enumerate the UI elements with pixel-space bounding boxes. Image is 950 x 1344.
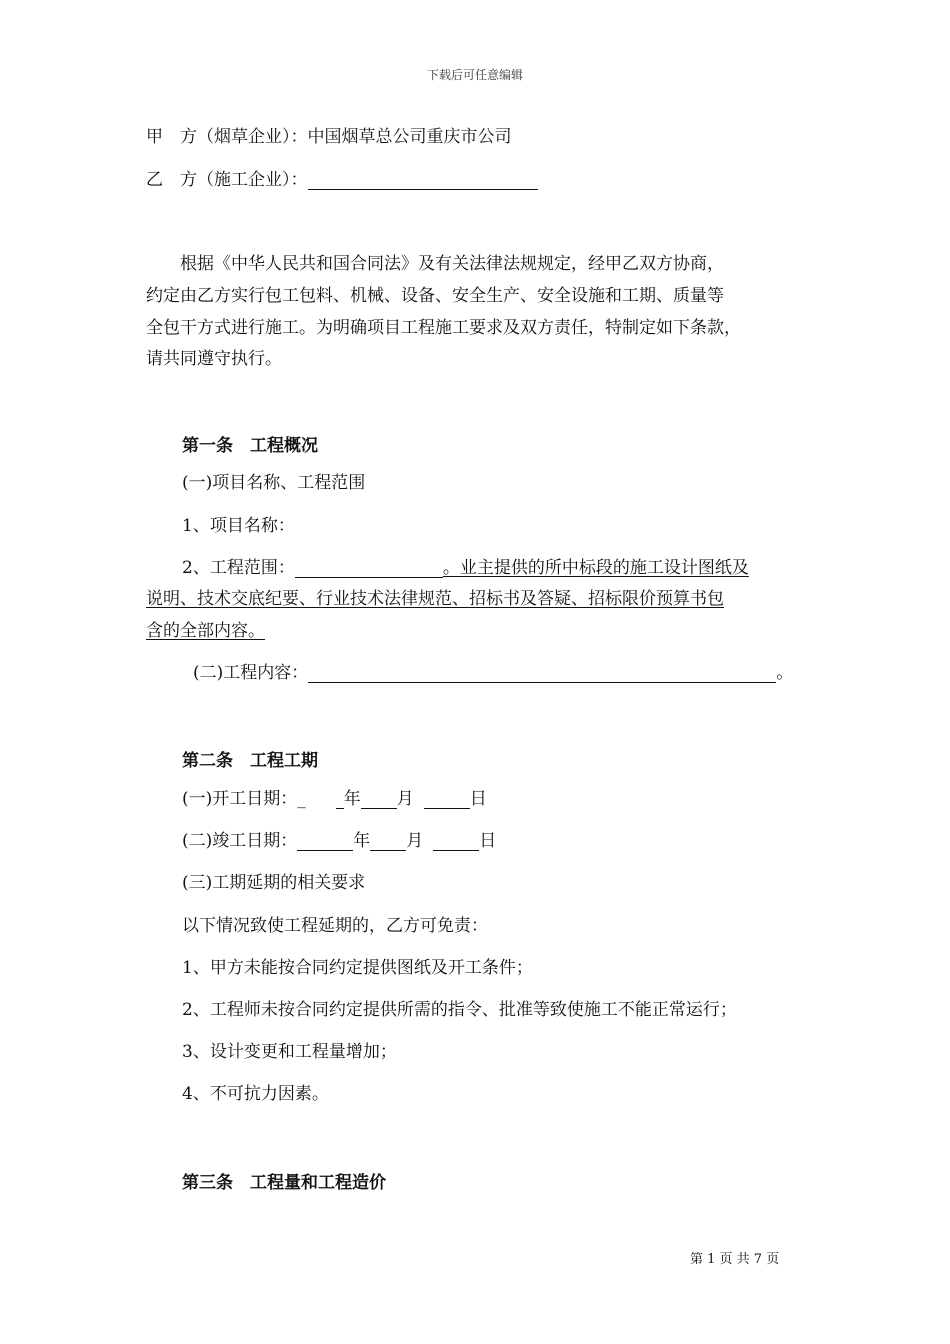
end-year-blank[interactable] [297,832,353,851]
scope-text-3: 含的全部内容。 [146,621,265,641]
article-1-title: 第一条 工程概况 [182,436,318,456]
end-day-unit: 日 [479,831,497,851]
start-month-blank[interactable] [361,790,397,809]
start-date-label: (一)开工日期： [182,789,298,809]
article-3-title: 第三条 工程量和工程造价 [182,1173,386,1193]
start-day-blank[interactable] [424,790,470,809]
party-a-value: 中国烟草总公司重庆市公司 [307,127,512,147]
delay-item-4: 4、不可抗力因素。 [182,1084,329,1104]
article-1-sub-2 [193,663,793,683]
scope-blank[interactable] [295,559,443,578]
party-b-label: 乙 方（施工企业）： [146,170,308,190]
article-2-title: 第二条 工程工期 [182,751,318,771]
end-month-blank[interactable] [370,832,406,851]
end-year-unit: 年 [353,831,371,851]
article-1-sub-1: (一)项目名称、工程范围 [182,473,366,493]
end-date-label: (二)竣工日期： [182,831,298,851]
start-year-blank[interactable] [336,790,344,809]
party-a-label: 甲 方（烟草企业）： [146,127,308,147]
start-date-prefix: _ [297,789,306,809]
scope-text-1: 。业主提供的所中标段的施工设计图纸及 [442,558,749,578]
delay-item-1: 1、甲方未能按合同约定提供图纸及开工条件； [182,958,533,978]
delay-item-2: 2、工程师未按合同约定提供所需的指令、批准等致使施工不能正常运行； [182,1000,737,1020]
content-label: (二)工程内容： [193,663,309,683]
article-1-item-1: 1、项目名称： [182,516,295,536]
party-b-blank[interactable] [308,171,538,190]
end-month-unit: 月 [406,831,424,851]
content-end: 。 [776,663,794,683]
start-year-unit: 年 [343,789,361,809]
start-day-unit: 日 [469,789,487,809]
page-number: 第 1 页 共 7 页 [690,1252,780,1267]
content-blank[interactable] [308,664,776,683]
delay-intro: 以下情况致使工程延期的，乙方可免责： [182,916,488,936]
preamble-line-1: 根据《中华人民共和国合同法》及有关法律法规规定，经甲乙双方协商， [180,254,724,274]
start-month-unit: 月 [396,789,414,809]
end-day-blank[interactable] [433,832,479,851]
delay-title: (三)工期延期的相关要求 [182,873,366,893]
scope-text-2: 说明、技术交底纪要、行业技术法律规范、招标书及答疑、招标限价预算书包 [146,589,724,609]
preamble-line-2: 约定由乙方实行包工包料、机械、设备、安全生产、安全设施和工期、质量等 [146,286,724,306]
header-note: 下载后可任意编辑 [426,68,523,82]
party-b [146,170,538,190]
party-a [146,127,512,147]
end-date-row [182,831,496,851]
item-2-label: 2、工程范围： [182,558,295,578]
preamble-line-4: 请共同遵守执行。 [146,349,282,369]
start-date-row [182,789,487,809]
article-1-item-2 [182,558,749,578]
preamble-line-3: 全包干方式进行施工。为明确项目工程施工要求及双方责任，特制定如下条款， [146,318,741,338]
delay-item-3: 3、设计变更和工程量增加； [182,1042,397,1062]
